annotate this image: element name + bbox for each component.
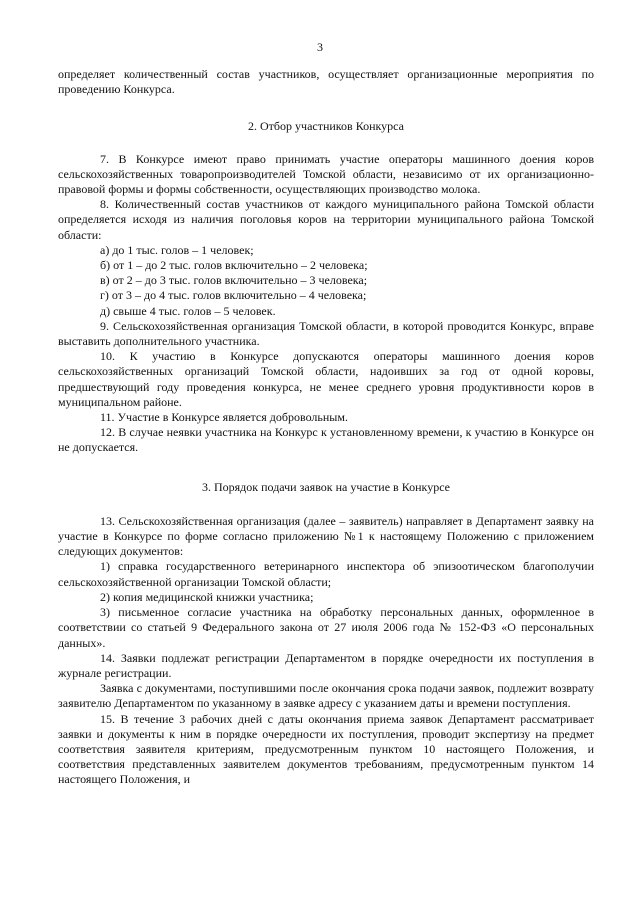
section-2-heading: 2. Отбор участников Конкурса (248, 119, 404, 134)
section-3-heading: 3. Порядок подачи заявок на участие в Конкурсе (202, 479, 450, 494)
list-item: а) до 1 тыс. голов – 1 человек; (100, 242, 254, 257)
paragraph-7: 7. В Конкурсе имеют право принимать участие операторы машинного доения коров сельскохозяйственных товаропроизводителей Томской области, независимо от их организационно-правовой формы и формы собственности, осуществляющих производство молока. (58, 151, 594, 197)
document-list-item: 3) письменное согласие участника на обработку персональных данных, оформленное в соответствии со статьей 9 Федерального закона от 27 июля 2006 года № 152-ФЗ «О персональных данных». (58, 605, 594, 650)
paragraph-11: 11. Участие в Конкурсе является добровольным. (100, 410, 348, 425)
paragraph-14-continuation: Заявка с документами, поступившими после окончания срока подачи заявок, подлежит возврату заявителю Департаментом по указанному в заявке адресу с указанием даты и времени поступления. (58, 681, 594, 711)
paragraph-15: 15. В течение 3 рабочих дней с даты окончания приема заявок Департамент рассматривает заявки и документы к ним в порядке очередности их поступления, проводит экспертизу на предмет соответствия заявителя критериям, предусмотренным пунктом 10 настоящего Положения, и соответствия представленных заявителем документов требованиям, предусмотренным пунктом 14 настоящего Положения, и (58, 711, 594, 787)
paragraph-9: 9. Сельскохозяйственная организация Томской области, в которой проводится Конкурс, вправе выставить дополнительного участника. (58, 318, 594, 349)
document-list-item: 2) копия медицинской книжки участника; (100, 589, 314, 604)
paragraph-12: 12. В случае неявки участника на Конкурс к установленному времени, к участию в Конкурсе он не допускается. (58, 425, 594, 455)
paragraph-13: 13. Сельскохозяйственная организация (далее – заявитель) направляет в Департамент заявку на участие в Конкурсе по форме согласно приложению №1 к настоящему Положению с приложением следующих документов: (58, 513, 594, 559)
paragraph-10: 10. К участию в Конкурсе допускаются операторы машинного доения коров сельскохозяйственных организаций Томской области, надоивших за год от одной коровы, предшествующий году проведения конкурса, не менее среднего уровня продуктивности коров в муниципальном районе. (58, 349, 594, 409)
document-body (58, 67, 594, 788)
list-item: г) от 3 – до 4 тыс. голов включительно – 4 человека; (100, 288, 367, 303)
paragraph-14: 14. Заявки подлежат регистрации Департаментом в порядке очередности их поступления в журнале регистрации. (58, 650, 594, 680)
lead-paragraph: определяет количественный состав участников, осуществляет организационные мероприятия по проведению Конкурса. (58, 67, 594, 97)
list-item: в) от 2 – до 3 тыс. голов включительно – 3 человека; (100, 273, 368, 288)
paragraph-8: 8. Количественный состав участников от каждого муниципального района Томской области определяется исходя из наличия поголовья коров на территории муниципального района Томской области: (58, 197, 594, 242)
page-number: 3 (317, 40, 323, 54)
document-list-item: 1) справка государственного ветеринарного инспектора об эпизоотическом благополучии сельскохозяйственной организации Томской области; (58, 559, 594, 589)
list-item: д) свыше 4 тыс. голов – 5 человек. (100, 303, 276, 318)
list-item: б) от 1 – до 2 тыс. голов включительно – 2 человека; (100, 258, 368, 273)
